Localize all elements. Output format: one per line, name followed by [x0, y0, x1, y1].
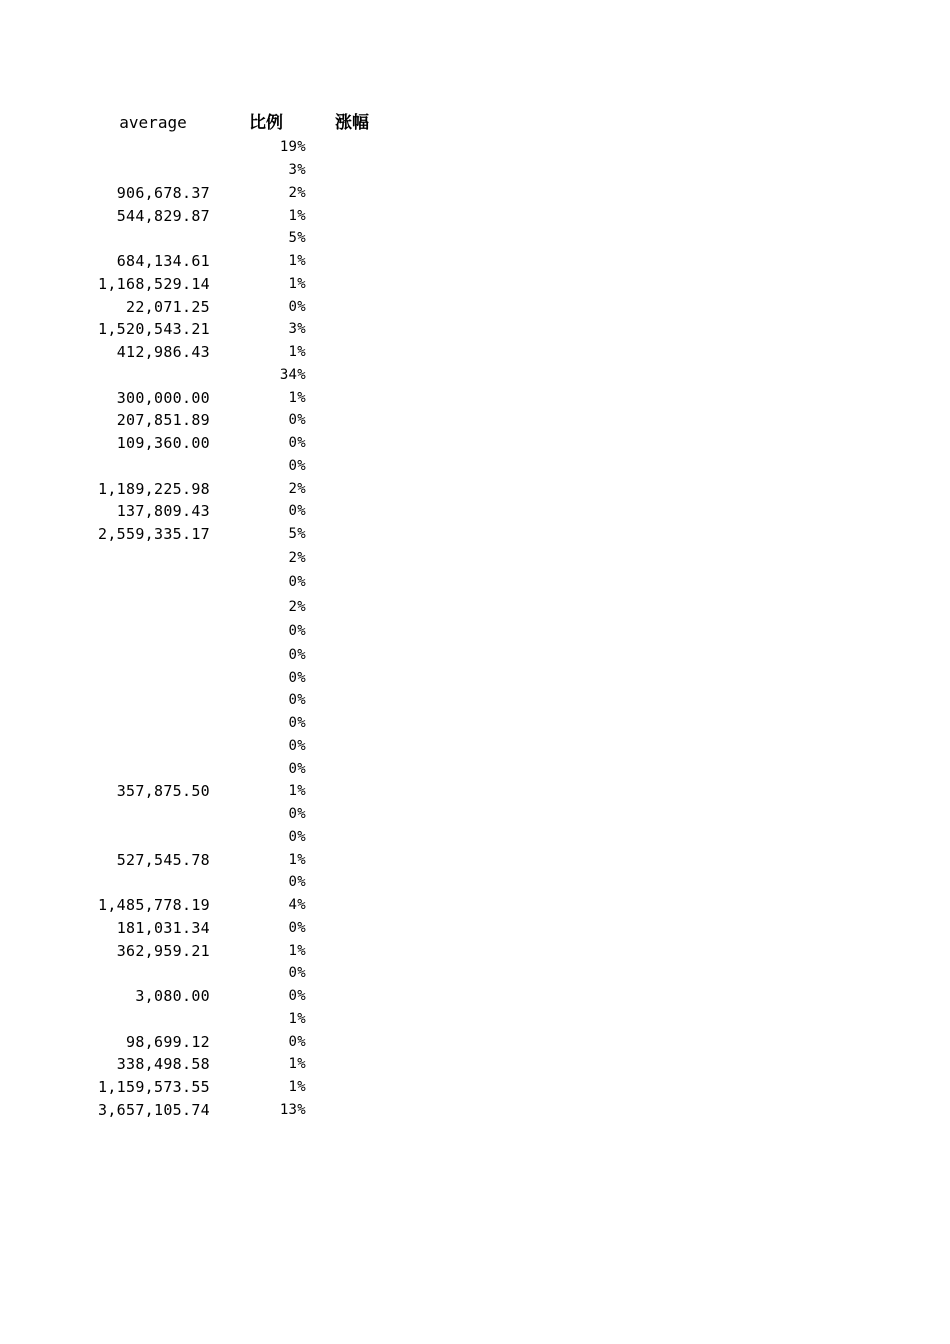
table-row [0, 273, 950, 296]
cell-ratio: 0% [288, 828, 306, 845]
cell-change [324, 523, 380, 546]
cell-change [324, 712, 380, 735]
cell-change [324, 803, 380, 826]
cell-ratio: 1% [288, 783, 306, 800]
cell-average [60, 871, 210, 894]
cell-change [324, 273, 380, 296]
cell-change [324, 227, 380, 250]
cell-average [60, 570, 210, 595]
cell-ratio: 5% [288, 230, 306, 247]
cell-average [60, 712, 210, 735]
cell-ratio: 3% [288, 321, 306, 338]
cell-average: 362,959.21 [116, 941, 210, 960]
cell-change [324, 666, 380, 689]
cell-ratio: 0% [288, 760, 306, 777]
table-row [0, 432, 950, 455]
table-row [0, 409, 950, 432]
cell-ratio: 34% [279, 366, 306, 383]
cell-change [324, 780, 380, 803]
cell-change [324, 1099, 380, 1122]
table-row [0, 1099, 950, 1122]
cell-change [324, 136, 380, 159]
cell-average: 137,809.43 [116, 502, 210, 521]
cell-ratio: 19% [279, 139, 306, 156]
cell-ratio: 1% [288, 1056, 306, 1073]
cell-change [324, 894, 380, 917]
table-row [0, 1030, 950, 1053]
header-change: 涨幅 [335, 113, 369, 133]
table-row [0, 595, 950, 620]
cell-average: 181,031.34 [116, 918, 210, 937]
cell-change [324, 1030, 380, 1053]
cell-ratio: 0% [288, 574, 306, 591]
table-row [0, 939, 950, 962]
cell-average [60, 644, 210, 667]
cell-average [60, 455, 210, 478]
cell-change [324, 848, 380, 871]
table-row [0, 826, 950, 849]
cell-average [60, 1008, 210, 1031]
cell-average: 412,986.43 [116, 343, 210, 362]
cell-average [60, 595, 210, 620]
cell-change [324, 735, 380, 758]
table-row [0, 757, 950, 780]
cell-ratio: 1% [288, 389, 306, 406]
cell-ratio: 0% [288, 435, 306, 452]
cell-change [324, 962, 380, 985]
cell-ratio: 1% [288, 851, 306, 868]
header-average: average [119, 113, 187, 132]
cell-ratio: 1% [288, 942, 306, 959]
cell-average: 207,851.89 [116, 411, 210, 430]
cell-change [324, 985, 380, 1008]
cell-ratio: 0% [288, 646, 306, 663]
cell-average: 300,000.00 [116, 388, 210, 407]
header-ratio: 比例 [249, 113, 283, 133]
cell-change [324, 1053, 380, 1076]
cell-ratio: 0% [288, 737, 306, 754]
cell-average: 684,134.61 [116, 252, 210, 271]
table-row [0, 500, 950, 523]
table-row [0, 1053, 950, 1076]
table-row [0, 570, 950, 595]
cell-ratio: 5% [288, 526, 306, 543]
table-row [0, 364, 950, 387]
cell-average [60, 364, 210, 387]
table-row [0, 227, 950, 250]
cell-ratio: 1% [288, 344, 306, 361]
cell-average [60, 689, 210, 712]
cell-average [60, 136, 210, 159]
cell-average: 3,657,105.74 [98, 1100, 210, 1119]
cell-ratio: 0% [288, 692, 306, 709]
cell-average: 1,485,778.19 [98, 896, 210, 915]
cell-ratio: 0% [288, 806, 306, 823]
cell-ratio: 0% [288, 1033, 306, 1050]
cell-ratio: 0% [288, 965, 306, 982]
table-row [0, 341, 950, 364]
cell-ratio: 1% [288, 1010, 306, 1027]
cell-ratio: 2% [288, 598, 306, 615]
cell-change [324, 619, 380, 644]
table-row [0, 136, 950, 159]
table-row [0, 159, 950, 182]
cell-change [324, 386, 380, 409]
cell-average: 338,498.58 [116, 1055, 210, 1074]
table-row [0, 455, 950, 478]
table-row [0, 295, 950, 318]
cell-change [324, 341, 380, 364]
cell-average [60, 962, 210, 985]
table-row [0, 689, 950, 712]
table-row [0, 962, 950, 985]
cell-ratio: 1% [288, 275, 306, 292]
table-row [0, 644, 950, 667]
cell-ratio: 0% [288, 715, 306, 732]
cell-change [324, 500, 380, 523]
cell-ratio: 0% [288, 919, 306, 936]
cell-average [60, 735, 210, 758]
cell-average: 1,520,543.21 [98, 320, 210, 339]
table-row [0, 780, 950, 803]
cell-change [324, 917, 380, 940]
table-row [0, 712, 950, 735]
table-row [0, 250, 950, 273]
table-row [0, 803, 950, 826]
cell-change [324, 1076, 380, 1099]
cell-change [324, 939, 380, 962]
cell-change [324, 546, 380, 571]
cell-average: 98,699.12 [126, 1032, 210, 1051]
cell-change [324, 250, 380, 273]
table-row [0, 735, 950, 758]
cell-ratio: 0% [288, 457, 306, 474]
data-rows [0, 136, 950, 1121]
table-row [0, 477, 950, 500]
cell-average [60, 757, 210, 780]
cell-change [324, 477, 380, 500]
cell-ratio: 0% [288, 988, 306, 1005]
table-row [0, 546, 950, 571]
cell-average [60, 666, 210, 689]
cell-ratio: 2% [288, 184, 306, 201]
cell-average: 1,189,225.98 [98, 479, 210, 498]
cell-average: 2,559,335.17 [98, 525, 210, 544]
cell-change [324, 871, 380, 894]
cell-ratio: 0% [288, 669, 306, 686]
table-row [0, 848, 950, 871]
cell-change [324, 432, 380, 455]
cell-change [324, 364, 380, 387]
cell-average [60, 159, 210, 182]
cell-change [324, 318, 380, 341]
table-row [0, 386, 950, 409]
cell-change [324, 1008, 380, 1031]
table-row [0, 985, 950, 1008]
cell-ratio: 13% [279, 1101, 306, 1118]
cell-average: 527,545.78 [116, 850, 210, 869]
table-row [0, 917, 950, 940]
cell-average: 3,080.00 [135, 987, 210, 1006]
table-row [0, 619, 950, 644]
cell-change [324, 182, 380, 205]
table-row [0, 204, 950, 227]
table-row [0, 871, 950, 894]
cell-ratio: 4% [288, 897, 306, 914]
cell-average: 357,875.50 [116, 782, 210, 801]
cell-change [324, 455, 380, 478]
cell-ratio: 0% [288, 623, 306, 640]
table-row [0, 318, 950, 341]
cell-average: 906,678.37 [116, 183, 210, 202]
cell-change [324, 295, 380, 318]
cell-average: 544,829.87 [116, 206, 210, 225]
table-row [0, 1076, 950, 1099]
cell-change [324, 826, 380, 849]
cell-ratio: 0% [288, 874, 306, 891]
table-row [0, 523, 950, 546]
cell-average: 22,071.25 [126, 297, 210, 316]
cell-ratio: 0% [288, 298, 306, 315]
cell-average: 1,159,573.55 [98, 1078, 210, 1097]
cell-ratio: 2% [288, 480, 306, 497]
cell-change [324, 159, 380, 182]
cell-change [324, 595, 380, 620]
cell-change [324, 689, 380, 712]
cell-ratio: 1% [288, 253, 306, 270]
cell-change [324, 204, 380, 227]
table-row [0, 666, 950, 689]
cell-average [60, 227, 210, 250]
cell-ratio: 1% [288, 207, 306, 224]
cell-average: 109,360.00 [116, 434, 210, 453]
cell-average [60, 619, 210, 644]
header-row [0, 110, 950, 136]
cell-ratio: 3% [288, 162, 306, 179]
cell-ratio: 2% [288, 549, 306, 566]
cell-change [324, 757, 380, 780]
cell-average [60, 546, 210, 571]
cell-ratio: 0% [288, 503, 306, 520]
table-row [0, 894, 950, 917]
table-row [0, 182, 950, 205]
cell-average: 1,168,529.14 [98, 274, 210, 293]
cell-average [60, 803, 210, 826]
cell-change [324, 644, 380, 667]
cell-average [60, 826, 210, 849]
cell-ratio: 1% [288, 1079, 306, 1096]
cell-change [324, 409, 380, 432]
cell-change [324, 570, 380, 595]
table-row [0, 1008, 950, 1031]
cell-ratio: 0% [288, 412, 306, 429]
